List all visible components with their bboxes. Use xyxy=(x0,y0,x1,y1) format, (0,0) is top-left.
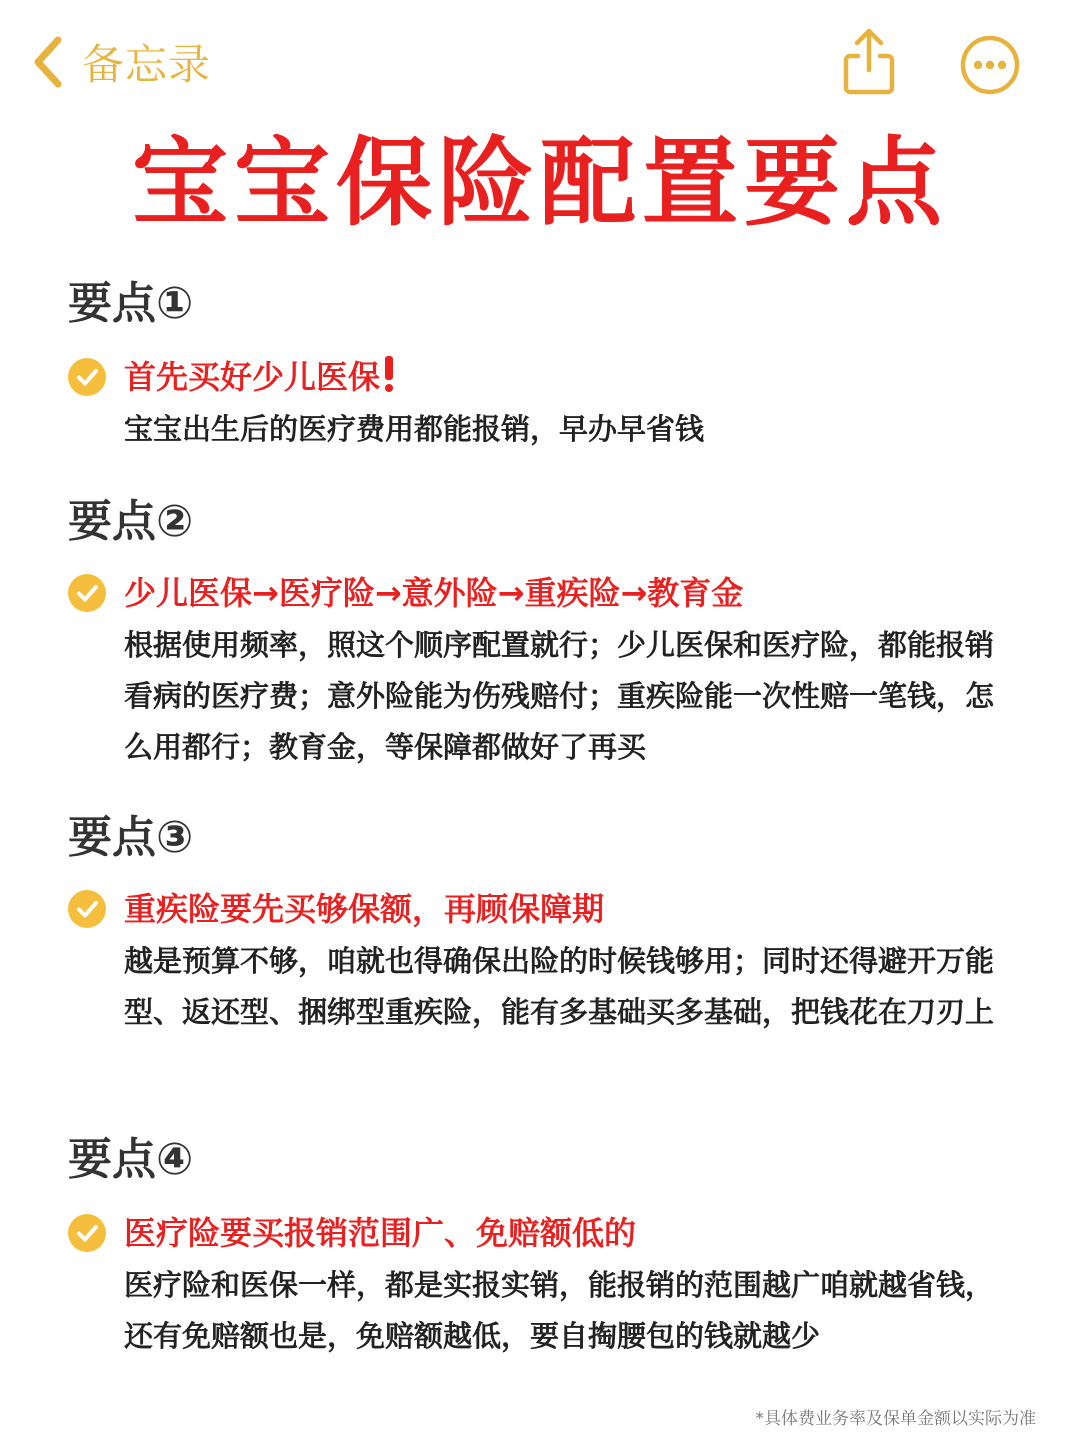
page-title: 宝宝保险配置要点 xyxy=(132,127,948,239)
section-heading: 要点① xyxy=(68,278,194,329)
check-circle-icon xyxy=(68,358,106,396)
more-icon xyxy=(958,33,1022,97)
chevron-left-icon xyxy=(30,34,64,90)
section-point: 医疗险要买报销范围广、免赔额低的 xyxy=(124,1214,637,1252)
section-description: 越是预算不够，咱就也得确保出险的时候钱够用；同时还得避开万能型、返还型、捆绑型重疾险，能有多基础买多基础，把钱花在刀刃上 xyxy=(124,944,995,1029)
section-description: 宝宝出生后的医疗费用都能报销，早办早省钱 xyxy=(124,412,705,446)
section-description: 医疗险和医保一样，都是实报实销，能报销的范围越广咱就越省钱，还有免赔额也是，免赔额越低，要自掏腰包的钱就越少 xyxy=(124,1268,995,1353)
footnote: *具体费业务率及保单金额以实际为准 xyxy=(755,1409,1036,1429)
section-point xyxy=(124,355,394,399)
nav-bar xyxy=(0,0,1080,120)
section-point-text: 首先买好少儿医保 xyxy=(124,358,381,396)
section-heading: 要点④ xyxy=(68,1134,194,1185)
section-heading: 要点② xyxy=(68,496,194,547)
more-options-button[interactable] xyxy=(958,33,1022,97)
back-button[interactable] xyxy=(30,30,211,94)
check-circle-icon xyxy=(68,1214,106,1252)
share-icon xyxy=(838,26,900,98)
section-point: 重疾险要先买够保额，再顾保障期 xyxy=(124,890,605,928)
check-circle-icon xyxy=(68,890,106,928)
check-circle-icon xyxy=(68,574,106,612)
section-point: 少儿医保→医疗险→意外险→重疾险→教育金 xyxy=(124,574,744,612)
section-heading: 要点③ xyxy=(68,812,194,863)
share-button[interactable] xyxy=(838,26,900,98)
exclamation-icon xyxy=(384,356,394,392)
section-description: 根据使用频率，照这个顺序配置就行；少儿医保和医疗险，都能报销看病的医疗费；意外险能为伤残赔付；重疾险能一次性赔一笔钱，怎么用都行；教育金，等保障都做好了再买 xyxy=(124,628,995,764)
back-label: 备忘录 xyxy=(82,40,212,89)
